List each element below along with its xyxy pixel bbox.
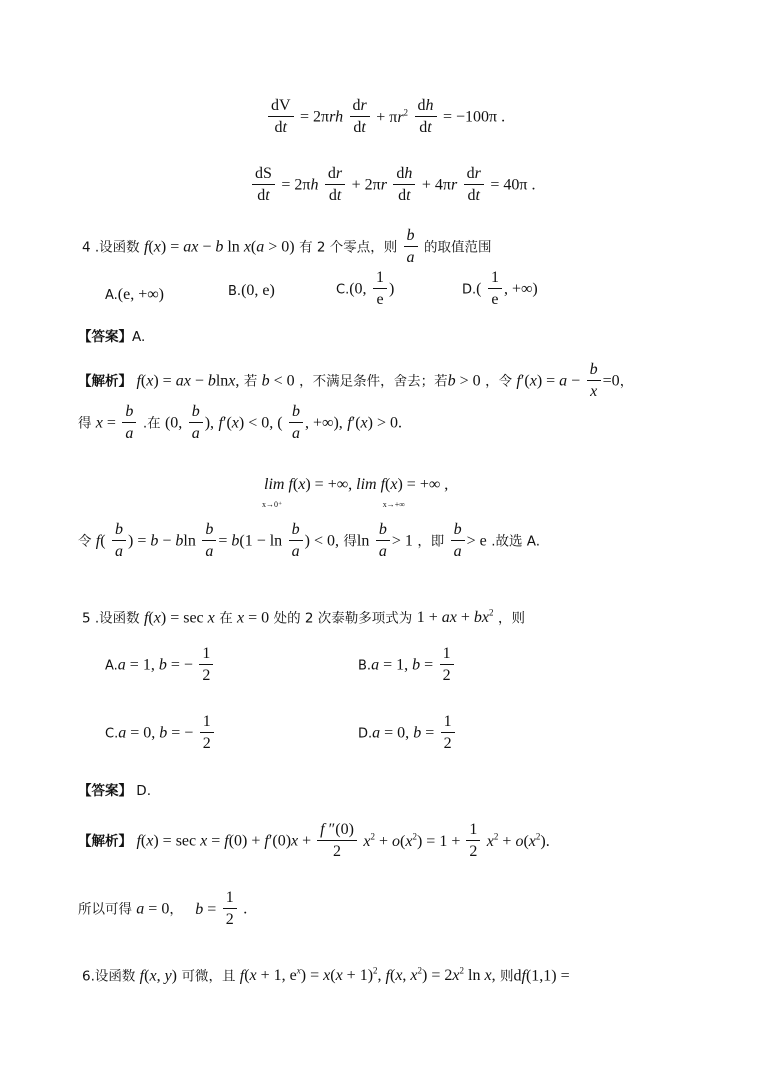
q4-option-b[interactable]: B.(0, e) (228, 282, 275, 299)
q4-answer: 【答案】A. (78, 329, 146, 345)
q4-stem: 4 .设函数 f(x) = ax − b ln x(a > 0) 有 2 个零点，则 $\frac{b}{a}$ 的取值范围 (82, 227, 492, 266)
q6-stem: 6.设函数 f(x, y) 可微，且 f(x + 1, $e^x) = x(x + 1)^2$, f(x, $x^2) = 2x^2$ ln x, 则df(1,1) = (82, 966, 570, 985)
q5-option-d[interactable]: D.a = 0, b = $\frac{1}{2}$ (358, 712, 457, 755)
q4-analysis-limits: lim f(x) = +∞, lim f(x) = +∞ , (264, 476, 449, 493)
q5-option-a[interactable]: A.a = 1, b = − $\frac{1}{2}$ (105, 644, 215, 687)
q4-option-c[interactable]: C.(0, $\frac{1}{e}$ ) (336, 269, 395, 308)
q4-analysis-line1: 【解析】 f(x) = ax − blnx, 若 b < 0 ，不满足条件，舍去；若b > 0 ，令 f′(x) = a − $\frac{b}{x}$ =0， (78, 361, 634, 400)
q5-answer: 【答案】 D. (78, 783, 151, 799)
q4-analysis-line2: 得 x = $\frac{b}{a}$ .在 (0, $\frac{b}{a}$ ), f′(x) < 0, ( $\frac{b}{a}$ , +∞), f′(x) > 0. (78, 403, 402, 442)
q5-option-b[interactable]: B.a = 1, b = $\frac{1}{2}$ (358, 644, 456, 687)
equation-dV: $\frac{dV}{dt}$ = 2πrh $\frac{dr}{dt}$ + $\pi r^2$ $\frac{dh}{dt}$ = −100π . (266, 96, 505, 139)
q5-analysis: 【解析】 f(x) = sec x = f(0) + f′(0)x + $\frac{f ''(0)}{2}$ $x^2 + o(x^2) = 1$ + $\frac{1}{2}$ $x^2 + o(x^2)$. (78, 821, 550, 860)
q4-limit-subscripts: x→0⁺ x→+∞ (262, 500, 405, 509)
q5-option-c[interactable]: C.a = 0, b = − $\frac{1}{2}$ (105, 712, 216, 755)
equation-dS: $\frac{dS}{dt}$ = 2πh $\frac{dr}{dt}$ + 2πr $\frac{dh}{dt}$ + 4πr $\frac{dr}{dt}$ = 40π . (250, 164, 535, 207)
q5-stem: 5 .设函数 f(x) = sec x 在 x = 0 处的 2 次泰勒多项式为 1 + ax + $bx^2$ ，则 (82, 608, 525, 627)
q4-option-a[interactable]: A.(e, +∞) (105, 286, 164, 303)
q5-conclusion: 所以可得 a = 0， b = $\frac{1}{2}$ . (78, 889, 248, 928)
q4-analysis-line4: 令 f( $\frac{b}{a}$ ) = b − bln $\frac{b}{a}$ = b(1 − ln $\frac{b}{a}$ ) < 0, 得ln $\frac{b}{a}$ > 1 ，即 $\frac{b}{a}$ > e .故选 A. (78, 521, 541, 560)
q4-option-d[interactable]: D.( $\frac{1}{e}$ , +∞) (462, 269, 538, 308)
